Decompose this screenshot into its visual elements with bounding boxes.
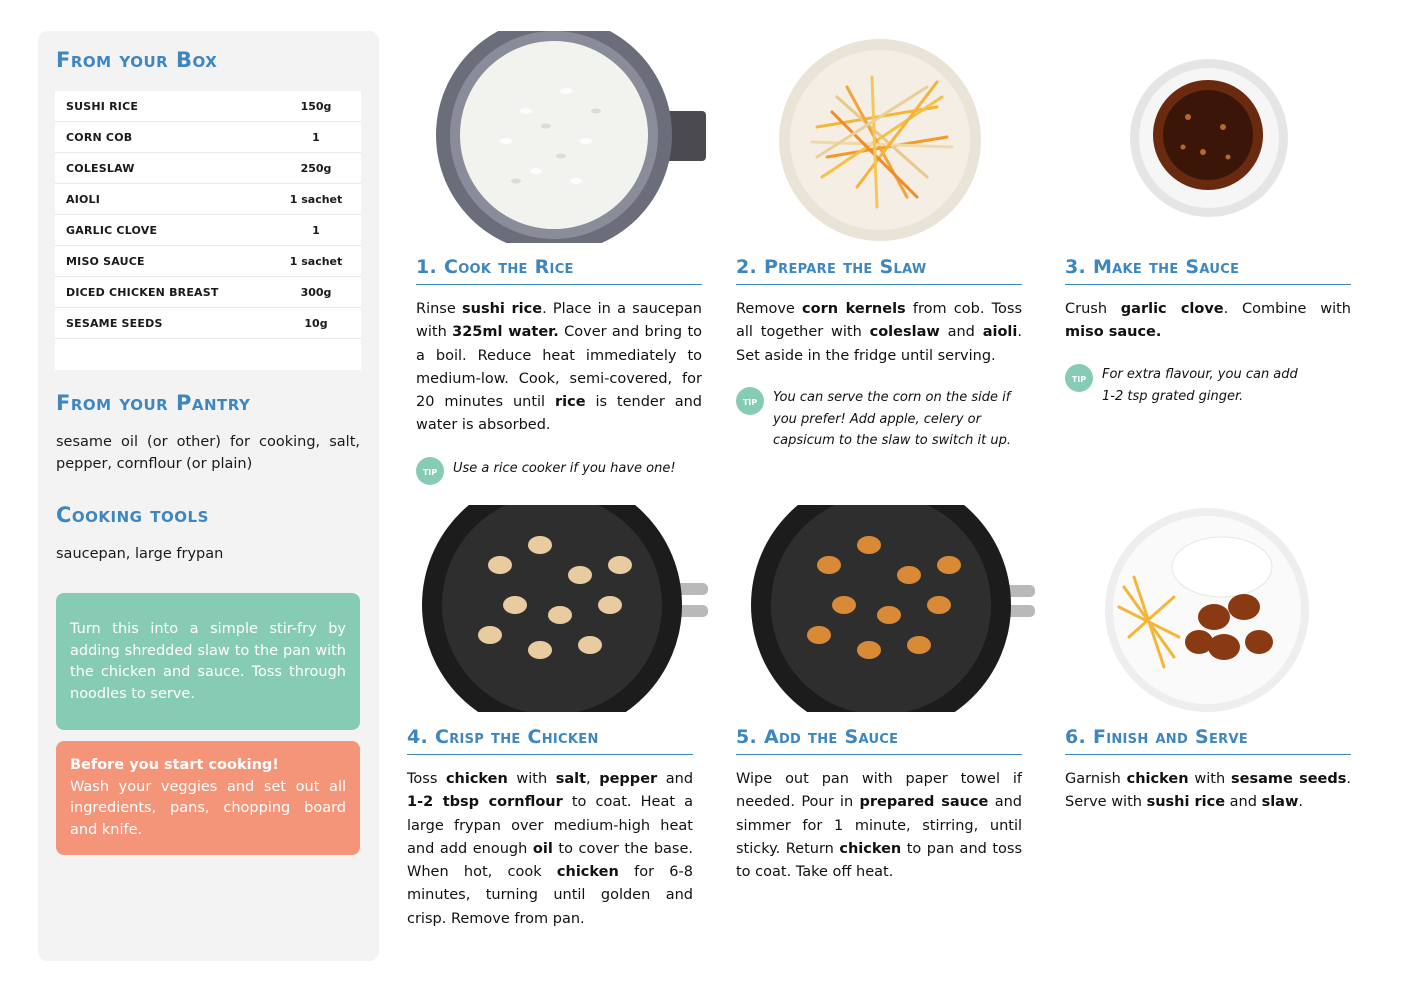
step-1-tip-text: Use a rice cooker if you have one! bbox=[453, 461, 676, 476]
step-3-text: Crush garlic clove. Combine with miso sauce. bbox=[1065, 301, 1351, 341]
from-box-title: From your Box bbox=[56, 48, 218, 72]
ingredient-qty: 1 bbox=[312, 223, 320, 237]
before-cooking-box bbox=[56, 741, 360, 855]
ingredient-name: GARLIC CLOVE bbox=[66, 223, 158, 237]
ingredient-qty: 250g bbox=[300, 161, 332, 175]
step-6-title: 6. Finish and Serve bbox=[1065, 726, 1351, 755]
step-6-text: Garnish chicken with sesame seeds. Serve with sushi rice and slaw. bbox=[1065, 771, 1352, 811]
ingredient-name: SUSHI RICE bbox=[66, 99, 139, 113]
ingredient-qty: 1 sachet bbox=[289, 192, 343, 206]
step-3-title: 3. Make the Sauce bbox=[1065, 256, 1351, 285]
ingredient-name: SESAME SEEDS bbox=[66, 316, 163, 330]
ingredient-name: DICED CHICKEN BREAST bbox=[66, 285, 219, 299]
pantry-text: sesame oil (or other) for cooking, salt, pepper, cornflour (or plain) bbox=[56, 434, 360, 472]
step-4-text: Toss chicken with salt, pepper and 1-2 tbsp cornflour to coat. Heat a large frypan over medium-high heat and add enough oil to cover the base. When hot, cook chicken for 6-8 minutes, turning until golden and crisp. Remove from pan. bbox=[407, 771, 694, 927]
step-2-text: Remove corn kernels from cob. Toss all together with coleslaw and aioli. Set aside in the fridge until serving. bbox=[736, 301, 1023, 364]
step-1-tip bbox=[416, 457, 706, 485]
ingredient-row bbox=[55, 308, 361, 339]
step-3-tip-text: For extra flavour, you can add 1-2 tsp grated ginger. bbox=[1102, 367, 1298, 404]
sauce-bowl-photo bbox=[1128, 57, 1290, 219]
ingredient-qty: 1 bbox=[312, 130, 320, 144]
step-4-title: 4. Crisp the Chicken bbox=[407, 726, 693, 755]
ingredient-row bbox=[55, 91, 361, 122]
ingredient-qty: 300g bbox=[300, 285, 332, 299]
step-2-title: 2. Prepare the Slaw bbox=[736, 256, 1022, 285]
ingredient-row bbox=[55, 215, 361, 246]
chicken-pan-photo bbox=[420, 505, 708, 712]
ingredient-row bbox=[55, 184, 361, 215]
before-cooking-text: Wash your veggies and set out all ingredients, pans, chopping board and knife. bbox=[70, 778, 346, 838]
cooking-tools-text: saucepan, large frypan bbox=[56, 546, 224, 562]
step-3-tip bbox=[1065, 364, 1355, 407]
ingredient-row bbox=[55, 153, 361, 184]
step-1-text: Rinse sushi rice. Place in a saucepan with 325ml water. Cover and bring to a boil. Reduce heat immediately to medium-low. Cook, semi-covered, for 20 minutes until rice is tender and water is absorbed. bbox=[416, 301, 703, 434]
tip-badge-icon: tip bbox=[736, 387, 764, 415]
step-2-tip bbox=[736, 387, 1026, 452]
sauced-chicken-photo bbox=[749, 505, 1035, 712]
ingredient-row bbox=[55, 122, 361, 153]
tip-badge-icon: tip bbox=[1065, 364, 1093, 392]
step-1-title: 1. Cook the Rice bbox=[416, 256, 702, 285]
ingredient-row bbox=[55, 246, 361, 277]
tip-badge-icon: tip bbox=[416, 457, 444, 485]
from-pantry-title: From your Pantry bbox=[56, 391, 251, 415]
ingredients-table bbox=[55, 91, 361, 370]
before-cooking-heading: Before you start cooking! bbox=[70, 757, 279, 773]
ingredient-name: AIOLI bbox=[66, 192, 101, 206]
step-5-title: 5. Add the Sauce bbox=[736, 726, 1022, 755]
cooking-tools-title: Cooking tools bbox=[56, 503, 209, 527]
ingredient-name: MISO SAUCE bbox=[66, 254, 145, 268]
ingredient-qty: 10g bbox=[304, 316, 328, 330]
step-2-tip-text: You can serve the corn on the side if you prefer! Add apple, celery or capsicum to the slaw to switch it up. bbox=[773, 390, 1011, 448]
ingredient-qty: 1 sachet bbox=[289, 254, 343, 268]
ingredient-qty: 150g bbox=[300, 99, 332, 113]
rice-pot-photo bbox=[416, 31, 708, 243]
stir-fry-tip-box: Turn this into a simple stir-fry by adding shredded slaw to the pan with the chicken and sauce. Toss through noodles to serve. bbox=[56, 593, 360, 730]
ingredient-row bbox=[55, 277, 361, 308]
ingredient-name: CORN COB bbox=[66, 130, 133, 144]
slaw-bowl-photo bbox=[777, 37, 983, 243]
plated-dish-photo bbox=[1104, 507, 1310, 713]
step-5-text: Wipe out pan with paper towel if needed. Pour in prepared sauce and simmer for 1 minute, stirring, until sticky. Return chicken to pan and toss to coat. Take off heat. bbox=[736, 771, 1023, 881]
ingredient-name: COLESLAW bbox=[66, 161, 135, 175]
